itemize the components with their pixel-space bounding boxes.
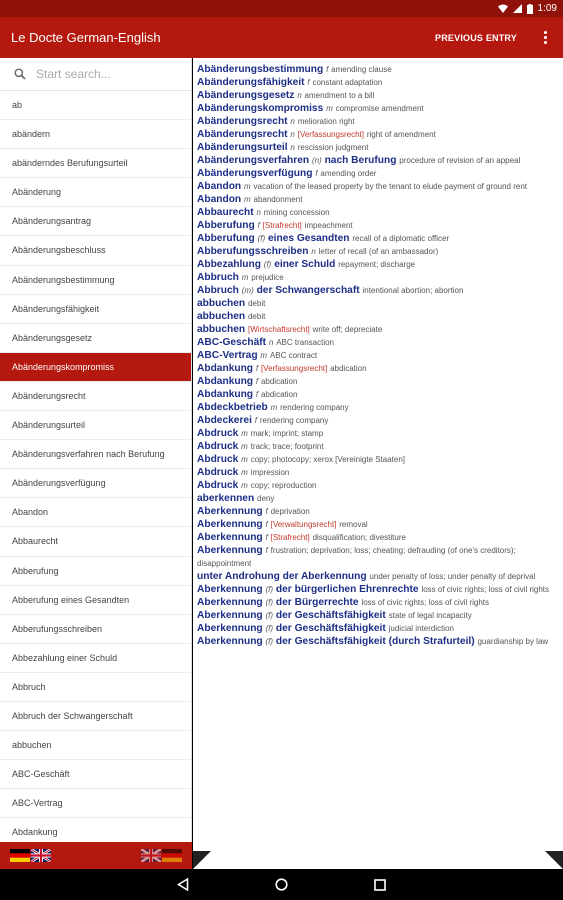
dictionary-entry[interactable]: [197, 583, 555, 596]
sidebar-item[interactable]: Abberufungsschreiben: [0, 615, 191, 644]
headword: Aberkennung: [197, 545, 263, 556]
headword: Abänderungsurteil: [197, 142, 288, 153]
grammar-tag: f: [315, 169, 318, 178]
dictionary-entry[interactable]: [197, 141, 555, 154]
dictionary-entry[interactable]: [197, 245, 555, 258]
translation: mark; imprint; stamp: [250, 429, 324, 438]
grammar-tag: (f): [265, 585, 274, 594]
dictionary-entry[interactable]: [197, 453, 555, 466]
translation: intentional abortion; abortion: [362, 286, 464, 295]
translation: repayment; discharge: [338, 260, 416, 269]
translation: track; trace; footprint: [250, 442, 324, 451]
grammar-tag: m: [241, 442, 248, 451]
translation: melioration right: [297, 117, 355, 126]
dictionary-entry[interactable]: [197, 167, 555, 180]
headword: unter Androhung der Aberkennung: [197, 571, 367, 582]
dictionary-entry[interactable]: [197, 570, 555, 583]
dictionary-entry[interactable]: [197, 531, 555, 544]
translation: abdication: [260, 390, 298, 399]
headword-phrase: der Geschäftsfähigkeit: [275, 610, 386, 621]
translation: debit: [247, 299, 266, 308]
translation: guardianship by law: [477, 637, 549, 646]
headword: Abänderungsbestimmung: [197, 64, 324, 75]
home-icon[interactable]: [275, 878, 288, 891]
sidebar-item[interactable]: ABC-Vertrag: [0, 789, 191, 818]
headword-phrase: der Schwangerschaft: [256, 285, 360, 296]
grammar-tag: (f): [265, 637, 274, 646]
grammar-tag: (f): [265, 598, 274, 607]
grammar-tag: f: [265, 507, 268, 516]
grammar-tag: m: [326, 104, 333, 113]
translation: removal: [339, 520, 368, 529]
translation: rendering company: [259, 416, 329, 425]
sidebar-item[interactable]: ABC-Geschäft: [0, 760, 191, 789]
headword: Abdruck: [197, 454, 239, 465]
grammar-tag: f: [265, 546, 268, 555]
headword: ABC-Geschäft: [197, 337, 267, 348]
recents-icon[interactable]: [374, 879, 386, 891]
sidebar-item[interactable]: Abberufung: [0, 557, 191, 586]
grammar-tag: (f): [263, 260, 272, 269]
dictionary-entry[interactable]: [197, 232, 555, 245]
sidebar-item[interactable]: Abbruch der Schwangerschaft: [0, 702, 191, 731]
translation: mining concession: [263, 208, 330, 217]
headword: Aberkennung: [197, 610, 263, 621]
dictionary-entry[interactable]: [197, 362, 555, 375]
grammar-tag: (f): [257, 234, 266, 243]
dictionary-entry[interactable]: [197, 518, 555, 531]
headword-phrase: eines Gesandten: [267, 233, 350, 244]
dictionary-entry[interactable]: [197, 154, 555, 167]
headword: Abberufung: [197, 233, 255, 244]
translation: ABC contract: [269, 351, 318, 360]
headword: Aberkennung: [197, 532, 263, 543]
grammar-tag: n: [268, 338, 274, 347]
translation: amending clause: [331, 65, 392, 74]
dictionary-entry[interactable]: [197, 193, 555, 206]
translation: vacation of the leased property by the tenant to elude payment of ground rent: [253, 182, 528, 191]
headword-phrase: der bürgerlichen Ehrenrechte: [275, 584, 419, 595]
grammar-tag: f: [255, 377, 259, 386]
german-flag-icon: [162, 849, 182, 862]
domain-tag[interactable]: [Verfassungsrecht]: [260, 364, 328, 373]
dictionary-entry[interactable]: [197, 63, 555, 76]
dictionary-entry[interactable]: [197, 206, 555, 219]
headword-phrase: der Geschäftsfähigkeit (durch Strafurteil): [275, 636, 475, 647]
search-input[interactable]: [36, 67, 186, 81]
headword: aberkennen: [197, 493, 255, 504]
dictionary-entry[interactable]: [197, 284, 555, 297]
headword: Abdankung: [197, 389, 254, 400]
grammar-tag: m: [241, 273, 249, 282]
translation: letter of recall (of an ambassador): [318, 247, 439, 256]
translation: deny: [257, 494, 275, 503]
headword-phrase: nach Berufung: [324, 155, 397, 166]
sidebar-item[interactable]: Abbaurecht: [0, 527, 191, 556]
domain-tag[interactable]: [Verwaltungsrecht]: [270, 520, 337, 529]
dictionary-entry[interactable]: [197, 622, 555, 635]
translation: ABC transaction: [276, 338, 335, 347]
headword: Abänderungskompromiss: [197, 103, 324, 114]
dictionary-entry[interactable]: [197, 349, 555, 362]
headword: Abbaurecht: [197, 207, 254, 218]
search-bar: [0, 58, 191, 91]
domain-tag[interactable]: [Verfassungsrecht]: [297, 130, 364, 139]
grammar-tag: (f): [265, 624, 274, 633]
grammar-tag: n: [297, 91, 302, 100]
translation: abdication: [260, 377, 298, 386]
translation: judicial interdiction: [388, 624, 454, 633]
translation: copy; photocopy; xerox [Vereinigte Staaten]: [250, 455, 406, 464]
headword: ABC-Vertrag: [197, 350, 258, 361]
wifi-icon: [498, 4, 508, 13]
grammar-tag: n: [290, 117, 295, 126]
headword: Abänderungsverfahren: [197, 155, 310, 166]
headword: Abänderungsrecht: [197, 116, 288, 127]
translation: recall of a diplomatic officer: [352, 234, 450, 243]
sidebar-item[interactable]: Abänderung: [0, 178, 191, 207]
dictionary-entry[interactable]: [197, 427, 555, 440]
dictionary-entry[interactable]: [197, 310, 555, 323]
grammar-tag: n: [290, 130, 295, 139]
dictionary-entry[interactable]: [197, 492, 555, 505]
status-bar: [0, 0, 563, 17]
dictionary-entry[interactable]: [197, 219, 555, 232]
dictionary-entry[interactable]: [197, 271, 555, 284]
dictionary-entry[interactable]: [197, 388, 555, 401]
grammar-tag: m: [260, 351, 268, 360]
dictionary-entry[interactable]: [197, 609, 555, 622]
headword: Abänderungsfähigkeit: [197, 77, 305, 88]
headword: Abdeckbetrieb: [197, 402, 268, 413]
translation: write off; depreciate: [312, 325, 383, 334]
headword: Abdruck: [197, 441, 239, 452]
sidebar: [0, 58, 192, 842]
sidebar-item[interactable]: Abänderungskompromiss: [0, 353, 191, 382]
sidebar-item[interactable]: Abänderungsbeschluss: [0, 236, 191, 265]
sidebar-item[interactable]: Abänderungsverfahren nach Berufung: [0, 440, 191, 469]
headword: Abandon: [197, 194, 242, 205]
translation: abandonment: [253, 195, 303, 204]
previous-entry-button[interactable]: PREVIOUS ENTRY: [435, 32, 517, 43]
sidebar-item[interactable]: Abänderungsurteil: [0, 411, 191, 440]
dictionary-entry[interactable]: [197, 466, 555, 479]
headword: Aberkennung: [197, 584, 263, 595]
headword: abbuchen: [197, 298, 246, 309]
grammar-tag: (f): [265, 611, 274, 620]
translation: debit: [247, 312, 266, 321]
translation: prejudice: [251, 273, 284, 282]
sidebar-item[interactable]: Abdankung: [0, 818, 191, 842]
grammar-tag: f: [307, 78, 310, 87]
headword: Abdruck: [197, 428, 239, 439]
translation: copy; reproduction: [250, 481, 317, 490]
translation: loss of civic rights; loss of civil rights: [421, 585, 550, 594]
sidebar-item[interactable]: Abandon: [0, 498, 191, 527]
headword: Abberufungsschreiben: [197, 246, 309, 257]
grammar-tag: f: [255, 364, 259, 373]
german-flag-icon: [10, 849, 30, 862]
sidebar-item[interactable]: Abänderungsantrag: [0, 207, 191, 236]
translation: rescission judgment: [297, 143, 369, 152]
grammar-tag: f: [326, 65, 329, 74]
page-corner-left[interactable]: [193, 851, 211, 869]
search-icon: [14, 68, 26, 80]
headword: Aberkennung: [197, 597, 263, 608]
dictionary-entry[interactable]: [197, 401, 555, 414]
headword: Abänderungsverfügung: [197, 168, 313, 179]
battery-icon: [527, 4, 533, 14]
app-bar: [0, 17, 563, 58]
grammar-tag: f: [265, 520, 268, 529]
sidebar-item[interactable]: Abänderungsfähigkeit: [0, 295, 191, 324]
grammar-tag: m: [241, 481, 248, 490]
headword: abbuchen: [197, 324, 246, 335]
sidebar-item[interactable]: Abbruch: [0, 673, 191, 702]
grammar-tag: m: [241, 455, 248, 464]
sidebar-item[interactable]: abänderndes Berufungsurteil: [0, 149, 191, 178]
dictionary-entry[interactable]: [197, 635, 555, 648]
dictionary-entry[interactable]: [197, 544, 555, 570]
dictionary-entry[interactable]: [197, 414, 555, 427]
headword: Abdankung: [197, 363, 254, 374]
sidebar-item[interactable]: Abänderungsbestimmung: [0, 266, 191, 295]
sidebar-item[interactable]: Abbezahlung einer Schuld: [0, 644, 191, 673]
dictionary-entry[interactable]: [197, 479, 555, 492]
grammar-tag: m: [241, 429, 248, 438]
grammar-tag: m: [243, 195, 251, 204]
translation: frustration; deprivation; loss; cheating; defrauding (of one's creditors); disappointment: [197, 546, 516, 568]
grammar-tag: n: [290, 143, 295, 152]
translation: amending order: [320, 169, 377, 178]
grammar-tag: n: [256, 208, 261, 217]
headword: Abberufung: [197, 220, 255, 231]
translation: deprivation: [270, 507, 310, 516]
grammar-tag: f: [265, 533, 268, 542]
app-title: Le Docte German-English: [11, 30, 161, 45]
sidebar-item[interactable]: abbuchen: [0, 731, 191, 760]
status-time: 1:09: [537, 3, 557, 14]
translation: under penalty of loss; under penalty of deprival: [369, 572, 536, 581]
translation: abdication: [330, 364, 367, 373]
headword: Aberkennung: [197, 506, 263, 517]
grammar-tag: f: [257, 221, 260, 230]
uk-flag-icon: [141, 849, 161, 862]
headword-phrase: der Bürgerrechte: [275, 597, 359, 608]
signal-icon: [513, 4, 522, 13]
headword: Abandon: [197, 181, 242, 192]
grammar-tag: f: [255, 390, 259, 399]
grammar-tag: f: [254, 416, 258, 425]
translation: compromise amendment: [335, 104, 424, 113]
translation: amendment to a bill: [304, 91, 375, 100]
headword: Abänderungsrecht: [197, 129, 288, 140]
language-switcher: [0, 842, 192, 869]
dictionary-entry[interactable]: [197, 258, 555, 271]
word-list: [0, 91, 191, 842]
headword-phrase: einer Schuld: [274, 259, 336, 270]
grammar-tag: m: [243, 182, 251, 191]
translation: impeachment: [304, 221, 353, 230]
sidebar-item[interactable]: Abänderungsrecht: [0, 382, 191, 411]
english-german-direction[interactable]: [141, 849, 182, 862]
dictionary-entry[interactable]: [197, 76, 555, 89]
headword: Abänderungsgesetz: [197, 90, 295, 101]
dictionary-entry[interactable]: [197, 596, 555, 609]
translation: disqualification; divestiture: [312, 533, 406, 542]
dictionary-entry[interactable]: [197, 128, 555, 141]
back-icon[interactable]: [177, 878, 189, 891]
headword: Abdruck: [197, 480, 239, 491]
sidebar-item[interactable]: Abberufung eines Gesandten: [0, 586, 191, 615]
domain-tag[interactable]: [Wirtschaftsrecht]: [247, 325, 310, 334]
dictionary-entry[interactable]: [197, 505, 555, 518]
headword: Abdruck: [197, 467, 239, 478]
translation: procedure of revision of an appeal: [399, 156, 521, 165]
overflow-menu-icon[interactable]: [535, 23, 555, 53]
headword-phrase: der Geschäftsfähigkeit: [275, 623, 386, 634]
uk-flag-icon: [31, 849, 51, 862]
dictionary-entry[interactable]: [197, 102, 555, 115]
translation: impression: [250, 468, 290, 477]
grammar-tag: (n): [311, 156, 322, 165]
sidebar-item[interactable]: Abänderungsverfügung: [0, 469, 191, 498]
dictionary-entry[interactable]: [197, 375, 555, 388]
dictionary-entry[interactable]: [197, 323, 555, 336]
sidebar-item[interactable]: Abänderungsgesetz: [0, 324, 191, 353]
headword: Abdeckerei: [197, 415, 252, 426]
headword: Aberkennung: [197, 636, 263, 647]
german-english-direction[interactable]: [10, 849, 51, 862]
page-corner-right[interactable]: [545, 851, 563, 869]
headword: abbuchen: [197, 311, 246, 322]
translation: state of legal incapacity: [388, 611, 472, 620]
grammar-tag: m: [270, 403, 278, 412]
headword: Aberkennung: [197, 623, 263, 634]
grammar-tag: n: [311, 247, 316, 256]
headword: Abbruch: [197, 272, 239, 283]
entry-content: [193, 58, 563, 869]
dictionary-entry[interactable]: [197, 115, 555, 128]
dictionary-entry[interactable]: [197, 89, 555, 102]
translation: constant adaptation: [312, 78, 383, 87]
headword: Abdankung: [197, 376, 254, 387]
headword: Aberkennung: [197, 519, 263, 530]
translation: loss of civic rights; loss of civil rights: [361, 598, 490, 607]
translation: rendering company: [280, 403, 349, 412]
dictionary-entry[interactable]: [197, 180, 555, 193]
domain-tag[interactable]: [Strafrecht]: [262, 221, 302, 230]
grammar-tag: (m): [241, 286, 254, 295]
sidebar-item[interactable]: ab: [0, 91, 191, 120]
grammar-tag: m: [241, 468, 248, 477]
translation: right of amendment: [366, 130, 436, 139]
dictionary-entry[interactable]: [197, 297, 555, 310]
navigation-bar: [0, 869, 563, 900]
sidebar-item[interactable]: abändern: [0, 120, 191, 149]
headword: Abbruch: [197, 285, 239, 296]
dictionary-entry[interactable]: [197, 440, 555, 453]
dictionary-entry[interactable]: [197, 336, 555, 349]
headword: Abbezahlung: [197, 259, 261, 270]
domain-tag[interactable]: [Strafrecht]: [270, 533, 310, 542]
